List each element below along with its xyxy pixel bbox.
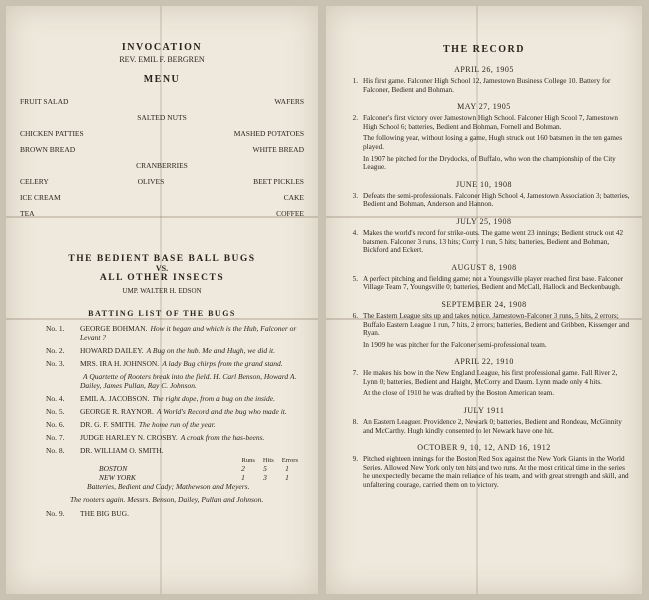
umpire: UMP. WALTER H. EDSON: [122, 287, 202, 295]
menu-item: WHITE BREAD: [252, 145, 304, 154]
record-text: Falconer's first victory over Jamestown High School. Falconer High Scool 7, Jamestown High School 6; batteries, Bedient and Bohman, Fornell and Bohman.: [363, 114, 619, 131]
record-text: Makes the world's record for strike-outs. The game went 23 innings; Bedient struck out 42 batsmen. Falconer 3 runs, 13 hits; Corry 1 run, 5 hits; batteries, Bedient and Bohman, Bickford and Eckert.: [363, 228, 624, 255]
batting-item: [46, 372, 308, 390]
batter-name: HOWARD DAILEY.: [80, 346, 144, 355]
record-date: JULY 25, 1908: [456, 216, 512, 226]
menu-item: MASHED POTATOES: [233, 129, 304, 138]
menu-item: FRUIT SALAD: [20, 97, 69, 106]
menu-item: ICE CREAM: [20, 193, 61, 202]
score-row: NEW YORK 1 3 1: [99, 473, 289, 482]
record-text: At the close of 1910 he was drafted by the Boston American team.: [363, 389, 555, 398]
batting-item: No. 3. MRS. IRA H. JOHNSON. A lady Bug chirps from the grand stand.: [46, 359, 283, 368]
batter-name: GEORGE BOHMAN.: [80, 324, 148, 333]
menu-item: TEA: [20, 209, 35, 218]
record-date: APRIL 26, 1905: [454, 65, 514, 74]
menu-item: CRANBERRIES: [136, 161, 188, 170]
batting-item: No. 4. EMIL A. JACOBSON. The right dope, from a bug on the inside.: [46, 394, 275, 403]
record-text: His first game. Falconer High School 12, Jamestown Business College 10. Battery for Falconer, Bedient and Bohman.: [363, 77, 611, 94]
vs-label: VS.: [155, 264, 169, 273]
record-date: JUNE 10, 1908: [455, 179, 513, 189]
rooters: The rooters again. Messrs. Benson, Dailey, Pullan and Johnson.: [70, 495, 264, 504]
record-text: The following year, without losing a game, Hugh struck out 160 batsmen in the ten games played.: [363, 134, 623, 151]
record-text: A perfect pitching and fielding game; not a Youngsville player reached first base. Falconer Village Team 7, Youngsville 0; batteries, Bedient and McCall, Hallock and Beckenbaugh.: [363, 274, 624, 292]
record-date: SEPTEMBER 24, 1908: [441, 299, 527, 309]
menu-item: OLIVES: [137, 177, 165, 186]
record-date: AUGUST 8, 1908: [451, 262, 517, 272]
menu-list: [6, 97, 318, 218]
menu-row: [6, 193, 318, 202]
menu-row: [6, 113, 318, 122]
batter-desc: A Quartette of Rooters break into the field. H. Carl Benson, Howard A. Dailey, James Pullan, Ray C. Johnson.: [80, 372, 297, 390]
game-opponent: ALL OTHER INSECTS: [99, 273, 225, 283]
menu-row: [6, 129, 318, 138]
batter-desc: A World's Record and the bug who made it.: [156, 407, 287, 416]
batter-name: DR. WILLIAM O. SMITH.: [80, 446, 164, 455]
record-text: Pitched eighteen innings for the Boston Red Sox against the New York Giants in the World Series. Allowed New York only ten hits and two runs. At the most critical time in the series he unexpectedly became the main reliance of his team, and with great strength and skill, and unfaltering courage, carried them on to victory.: [363, 455, 629, 490]
batter-desc: The home run of the year.: [138, 420, 216, 429]
batter-desc: How it began and which is the Hub, Falconer or Levant ?: [80, 324, 297, 342]
batter-name: JUDGE HARLEY N. CROSBY.: [80, 433, 178, 442]
record-text: An Eastern Leaguer. Providence 2, Newark 0; batteries, Bedient and Rondeau, McGinnity and McCarthy. Hugh kindly consented to let Newark have one hit.: [363, 418, 622, 435]
record-entry: 3. Defeats the semi-professionals. Falconer High School 4, Jamestown Association 3; batteries, Bedient and Bohman, Anderson and Hannon.: [326, 192, 642, 212]
batting-item: No. 8. DR. WILLIAM O. SMITH.: [46, 446, 164, 455]
record-entry: 5. A perfect pitching and fielding game; not a Youngsville player reached first base. Falconer Village Team 7, Youngsville 0; batteries, Bedient and McCall, Hallock and Beckenbaugh.: [326, 275, 642, 295]
menu-item: BEET PICKLES: [253, 177, 304, 186]
menu-row: [6, 161, 318, 170]
batter-desc: A Bug on the hub. Me and Hugh, we did it.: [146, 346, 275, 355]
batting-title: BATTING LIST OF THE BUGS: [88, 309, 236, 318]
record-text: He makes his bow in the New England League, his first professional game. Fall River 2, Lynn 0; batteries, Bedient and Haight, McCorry and Daum. Lynn made only 4 hits.: [363, 369, 618, 386]
record-date: OCTOBER 9, 10, 12, AND 16, 1912: [417, 443, 551, 453]
menu-item: CELERY: [20, 177, 49, 186]
record-entry: 6. The Eastern League sits up and takes notice. Jamestown-Falconer 3 runs, 5 hits, 2 errors; Buffalo Eastern League 1 run, 7 hits, 2 errors; batteries, Bedient and Gribben, Kissenger and Ryan. In 1909 he was pitcher for the Falconer semi-professional team.: [326, 312, 642, 352]
record-date: JULY 1911: [463, 406, 505, 416]
left-page: [6, 6, 318, 594]
batting-item: No. 1. GEORGE BOHMAN. How it began and which is the Hub, Falconer or Levant ?: [46, 324, 297, 342]
right-page: [326, 6, 642, 594]
scoreboard: [6, 457, 318, 491]
invocation-by: REV. EMIL F. BERGREN: [119, 55, 205, 64]
menu-title: MENU: [143, 74, 181, 85]
batter-desc: A croak from the has-beens.: [180, 433, 265, 442]
batteries: Batteries, Bedient and Cady; Mathewson and Meyers.: [87, 482, 250, 491]
batting-item: No. 7. JUDGE HARLEY N. CROSBY. A croak from the has-beens.: [46, 433, 265, 442]
batter-name: GEORGE R. RAYNOR.: [80, 407, 154, 416]
game-title: THE BEDIENT BASE BALL BUGS: [68, 254, 256, 264]
menu-row: [6, 177, 318, 186]
batter-name: MRS. IRA H. JOHNSON.: [80, 359, 160, 368]
batter-name: EMIL A. JACOBSON.: [80, 394, 150, 403]
invocation-title: INVOCATION: [121, 42, 203, 53]
batter-desc: The right dope, from a bug on the inside.: [152, 394, 275, 403]
record-text: In 1909 he was pitcher for the Falconer semi-professional team.: [363, 340, 547, 349]
record-date: APRIL 22, 1910: [454, 357, 514, 367]
batting-item: No. 5. GEORGE R. RAYNOR. A World's Record and the bug who made it.: [46, 407, 287, 416]
menu-item: CHICKEN PATTIES: [20, 129, 84, 138]
record-entry: 7. He makes his bow in the New England League, his first professional game. Fall River 2, Lynn 0; batteries, Bedient and Haight, McCorry and Daum. Lynn made only 4 hits. At the close of 1910 he was drafted by the Boston American team.: [326, 369, 642, 401]
menu-row: [6, 209, 318, 218]
batting-list: [6, 324, 318, 455]
menu-row: [6, 97, 318, 106]
menu-row: [6, 145, 318, 154]
menu-item: WAFERS: [274, 97, 304, 106]
record-date: MAY 27, 1905: [457, 102, 511, 112]
batter-desc: A lady Bug chirps from the grand stand.: [162, 359, 283, 368]
record-list: [326, 65, 642, 493]
batting-item: No. 9. THE BIG BUG.: [46, 509, 129, 518]
record-title: THE RECORD: [443, 44, 525, 55]
score-header: Runs Hits Errors: [241, 457, 298, 464]
record-entry: 8. An Eastern Leaguer. Providence 2, Newark 0; batteries, Bedient and Rondeau, McGinnity and McCarthy. Hugh kindly consented to let Newark have one hit.: [326, 418, 642, 438]
menu-item: CAKE: [283, 193, 304, 202]
batting-item: No. 2. HOWARD DAILEY. A Bug on the hub. Me and Hugh, we did it.: [46, 346, 275, 355]
record-text: The Eastern League sits up and takes notice. Jamestown-Falconer 3 runs, 5 hits, 2 errors; Buffalo Eastern League 1 run, 7 hits, 2 errors; batteries, Bedient and Gribben, Kissenger and Ryan.: [363, 311, 630, 338]
menu-item: BROWN BREAD: [20, 145, 76, 154]
record-entry: 2. Falconer's first victory over Jamestown High School. Falconer High Scool 7, Jamestown High School 6; batteries, Bedient and Bohman, Fornell and Bohman. The following year, without losing a game, Hugh struck out 160 batsmen in the ten games played. In 1907 he pitched for the Drydocks, of Buffalo, who won the championship of the City League.: [326, 114, 642, 175]
record-text: Defeats the semi-professionals. Falconer High School 4, Jamestown Association 3; batteries, Bedient and Bohman, Anderson and Hannon.: [363, 191, 630, 209]
record-text: In 1907 he pitched for the Drydocks, of Buffalo, who won the championship of the City League.: [363, 154, 616, 172]
batting-item: No. 6. DR. G. F. SMITH. The home run of the year.: [46, 420, 216, 429]
menu-item: SALTED NUTS: [137, 113, 187, 122]
record-entry: 1. His first game. Falconer High School 12, Jamestown Business College 10. Battery for Falconer, Bedient and Bohman.: [326, 77, 642, 97]
record-entry: 4. Makes the world's record for strike-outs. The game went 23 innings; Bedient struck out 42 batsmen. Falconer 3 runs, 13 hits; Corry 1 run, 5 hits; batteries, Bedient and Bohman, Bickford and Eckert.: [326, 229, 642, 258]
record-entry: 9. Pitched eighteen innings for the Boston Red Sox against the New York Giants in the World Series. Allowed New York only ten hits and two runs. At the most critical time in the series he unexpectedly became the main reliance of his team, and with great strength and skill, and unfaltering courage, carried them on to victory.: [326, 455, 642, 492]
menu-item: COFFEE: [276, 209, 304, 218]
batter-name: DR. G. F. SMITH.: [80, 420, 136, 429]
score-row: BOSTON 2 5 1: [99, 464, 289, 473]
